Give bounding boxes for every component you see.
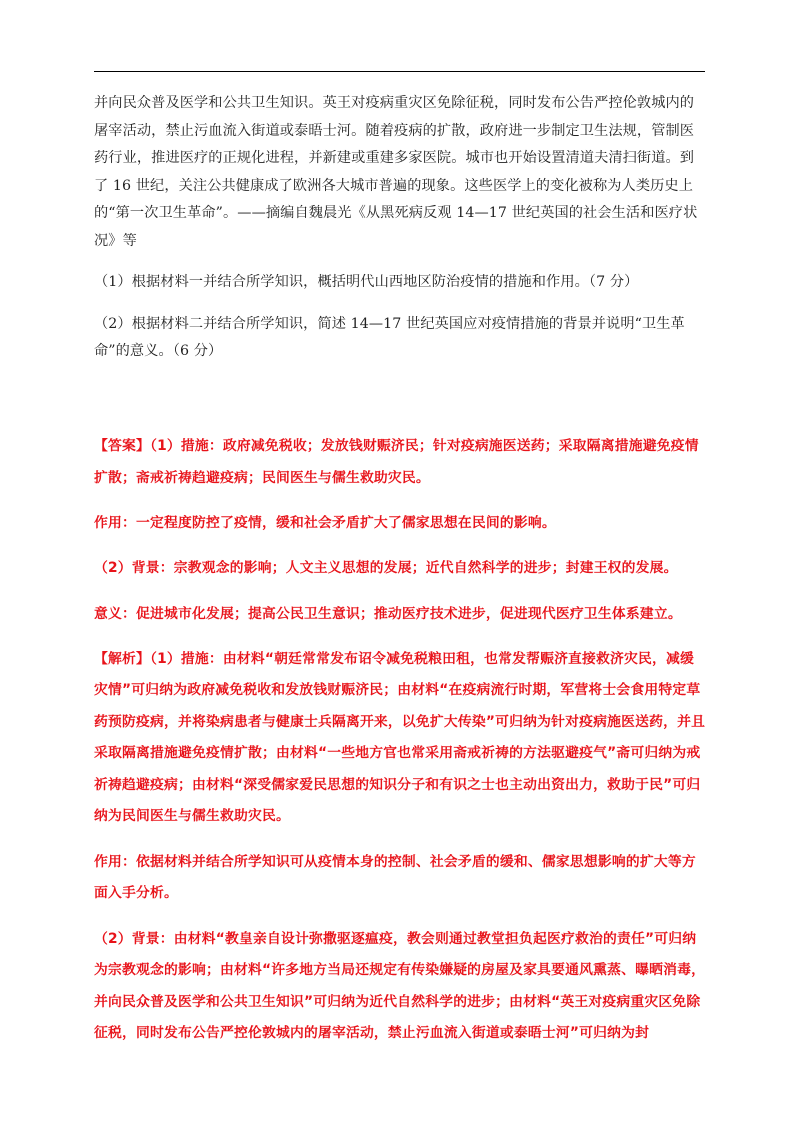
- header-rule: [94, 71, 705, 72]
- question-2: （2）根据材料二并结合所学知识，简述 14—17 世纪英国应对疫情措施的背景并说明“卫生革命”的意义。（6 分）: [94, 315, 685, 359]
- analysis-part2-background: （2）背景：由材料“教皇亲自设计弥撒驱逐瘟疫，教会则通过教堂担负起医疗救治的责任”可归纳为宗教观念的影响；由材料“许多地方当局还规定有传染嫌疑的房屋及家具要通风熏蒸、曝晒消毒，并向民众普及医学和公共卫生知识”可归纳为近代自然科学的进步；由材料“英王对疫病重灾区免除征税，同时发布公告严控伦敦城内的屠宰活动，禁止污血流入街道或泰晤士河”可归纳为封: [94, 930, 706, 1042]
- analysis-part1-measures: 【解析】（1）措施：由材料“朝廷常常发布诏令减免税粮田租，也常发帮赈济直接救济灾民，减缓灾情”可归纳为政府减免税收和发放钱财赈济民；由材料“在疫病流行时期，军营将士会食用特定草药预防疫病，并将染病患者与健康士兵隔离开来，以免扩大传染”可归纳为针对疫病施医送药，并且采取隔离措施避免疫情扩散；由材料“一些地方官也常采用斋戒祈祷的方法驱避疫气”斋可归纳为戒祈祷趋避疫病；由材料“深受儒家爱民思想的知识分子和有识之士也主动出资出力，救助于民”可归纳为民间医生与儒生救助灾民。: [94, 650, 706, 825]
- material-paragraph: 并向民众普及医学和公共卫生知识。英王对疫病重灾区免除征税，同时发布公告严控伦敦城内的屠宰活动，禁止污血流入街道或泰晤士河。随着疫病的扩散，政府进一步制定卫生法规，管制医药行业，推进医疗的正规化进程，并新建或重建多家医院。城市也开始设置清道夫清扫街道。到了 16 世纪，关注公共健康成了欧洲各大城市普遍的现象。这些医学上的变化被称为人类历史上的“第一次卫生革命”。——摘编自魏晨光《从黑死病反观 14—17 世纪英国的社会生活和医疗状况》等: [94, 95, 698, 249]
- answer-part2-significance: 意义：促进城市化发展；提高公民卫生意识；推动医疗技术进步，促进现代医疗卫生体系建立。: [94, 605, 682, 622]
- analysis-part1-effect: 作用：依据材料并结合所学知识可从疫情本身的控制、社会矛盾的缓和、儒家思想影响的扩大等方面入手分析。: [94, 853, 696, 902]
- answer-part1-effect: 作用：一定程度防控了疫情，缓和社会矛盾扩大了儒家思想在民间的影响。: [94, 515, 556, 532]
- document-content: [94, 90, 706, 1063]
- answer-part1-measures: 【答案】（1）措施：政府减免税收；发放钱财赈济民；针对疫病施医送药；采取隔离措施避免疫情扩散；斋戒祈祷趋避疫病；民间医生与儒生救助灾民。: [94, 438, 699, 486]
- section-spacer: [94, 366, 706, 418]
- question-1: （1）根据材料一并结合所学知识，概括明代山西地区防治疫情的措施和作用。（7 分）: [94, 274, 639, 290]
- answer-part2-background: （2）背景：宗教观念的影响；人文主义思想的发展；近代自然科学的进步；封建王权的发展。: [94, 560, 678, 577]
